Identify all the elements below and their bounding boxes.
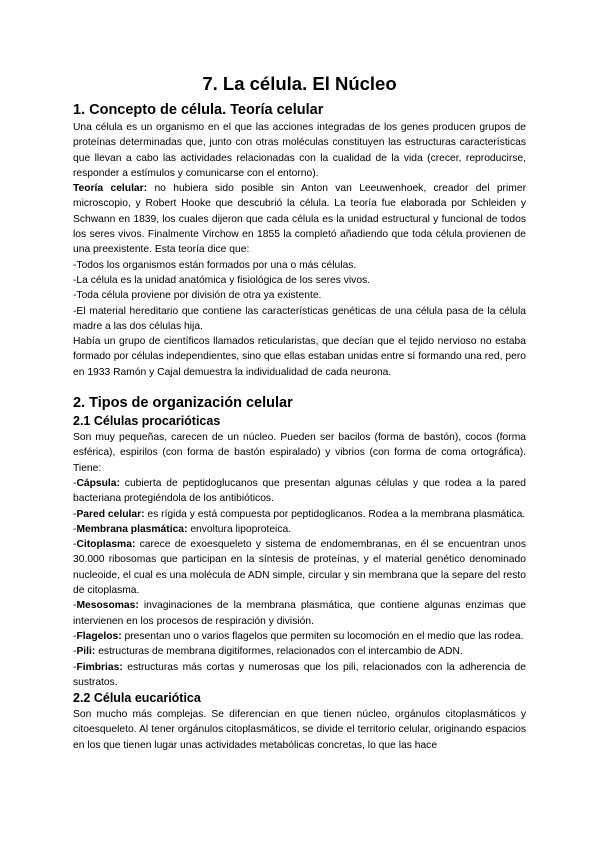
prokaryote-item: -Mesosomas: invaginaciones de la membrana plasmática, que contiene algunas enzimas que intervienen en los procesos de respiración y división. [73, 600, 526, 627]
prokaryote-item: -Pili: estructuras de membrana digitiformes, relacionados con el intercambio de ADN. [73, 646, 463, 658]
prokaryote-item: -Fimbrias: estructuras más cortas y numerosas que los pili, relacionados con la adherencia de sustratos. [73, 661, 526, 688]
item-text: carece de exoesqueleto y sistema de endomembranas, en él se encuentran unos 30.000 ribosomas que participan en la síntesis de proteínas, y el material genético denominado nucleoide, el cual es una molécula de ADN simple, circular y sin membrana que la separe del resto de citoplasma. [73, 539, 526, 597]
subsection-2-1-heading: 2.1 Células procarióticas [73, 414, 221, 429]
item-label: Fimbrias: [76, 661, 123, 673]
item-label: Citoplasma: [76, 539, 136, 551]
eukaryotic-intro: Son mucho más complejas. Se diferencian en que tienen núcleo, orgánulos citoplasmáticos y citoesqueleto. Al tener orgánulos citoplasmáticos, se divide el territorio celular, originando espacios en los que tienen lugar unas actividades metabólicas concretas, lo que las hace [73, 709, 526, 751]
item-text: es rígida y está compuesta por peptidoglicanos. Rodea a la membrana plasmática. [144, 508, 526, 520]
document-page [73, 72, 526, 753]
theory-point: -Toda célula proviene por división de otra ya existente. [73, 290, 322, 302]
subsection-2-2-heading: 2.2 Célula eucariótica [73, 691, 201, 706]
item-label: Mesosomas: [76, 600, 139, 612]
theory-point: -El material hereditario que contiene las características genéticas de una célula pasa de la célula madre a las dos células hija. [73, 305, 526, 332]
item-label: Pared celular: [76, 508, 145, 520]
page-title: 7. La célula. El Núcleo [202, 73, 397, 94]
theory-point: -La célula es la unidad anatómica y fisiológica de los seres vivos. [73, 274, 371, 286]
item-label: Flagelos: [76, 630, 122, 642]
prokaryote-item: -Citoplasma: carece de exoesqueleto y sistema de endomembranas, en él se encuentran unos 30.000 ribosomas que participan en la síntesis de proteínas, y el material genético denominado nucleoide, el cual es una molécula de ADN simple, circular y sin membrana que la separe del resto de citoplasma. [73, 539, 526, 597]
prokaryote-item: -Membrana plasmática: envoltura lipoproteica. [73, 523, 292, 535]
reticularists-paragraph: Había un grupo de científicos llamados reticularistas, que decían que el tejido nervioso no estaba formado por células independientes, sino que ellas estaban unidas entre sí formando una red, pero en 1933 Ramón y Cajal demuestra la individualidad de cada neurona. [73, 336, 526, 378]
item-label: Cápsula: [76, 477, 120, 489]
cell-theory-label: Teoría celular: [73, 183, 148, 195]
section-1-heading: 1. Concepto de célula. Teoría celular [73, 102, 324, 118]
item-text: cubierta de peptidoglucanos que presentan algunas células y que rodea a la pared bacteriana protegiéndola de los antibióticos. [73, 477, 526, 505]
cell-definition-paragraph: Una célula es un organismo en el que las acciones integradas de los genes producen grupos de proteínas determinadas que, junto con otras moléculas constituyen las estructuras características que llevan a cabo las actividades relacionadas con la cualidad de la vida (crecer, reproducirse, responder a estímulos y comunicarse con el entorno). [73, 122, 526, 179]
item-text: estructuras más cortas y numerosas que los pili, relacionados con la adherencia de sustratos. [73, 661, 526, 688]
theory-point: -Todos los organismos están formados por una o más células. [73, 259, 357, 271]
section-gap [73, 380, 526, 393]
section-2-heading: 2. Tipos de organización celular [73, 395, 293, 412]
item-label: Membrana plasmática: [76, 523, 188, 535]
item-text: invaginaciones de la membrana plasmática, que contiene algunas enzimas que intervienen en los procesos de respiración y división. [73, 600, 526, 627]
item-text: estructuras de membrana digitiformes, relacionados con el intercambio de ADN. [95, 646, 463, 658]
prokaryote-item: -Cápsula: cubierta de peptidoglucanos que presentan algunas células y que rodea a la pared bacteriana protegiéndola de los antibióticos. [73, 477, 526, 505]
prokaryote-item: -Flagelos: presentan uno o varios flagelos que permiten su locomoción en el medio que las rodea. [73, 630, 524, 642]
cell-theory-paragraph [73, 181, 526, 257]
cell-theory-text: no hubiera sido posible sin Anton van Leeuwenhoek, creador del primer microscopio, y Robert Hooke que descubrió la célula. La teoría fue elaborada por Schleiden y Schwann en 1839, los cuales dijeron que cada célula es la unidad estructural y funcional de todos los seres vivos. Finalmente Virchow en 1855 la completó añadiendo que toda célula provienen de una preexistente. Esta teoría dice que: [73, 183, 527, 256]
prokaryotic-intro: Son muy pequeñas, carecen de un núcleo. Pueden ser bacilos (forma de bastón), cocos (forma esférica), espirilos (con forma de bastón espiralado) y vibrios (con forma de coma ortográfica). Tiene: [73, 432, 526, 474]
prokaryote-item: -Pared celular: es rígida y está compuesta por peptidoglicanos. Rodea a la membrana plasmática. [73, 508, 526, 520]
item-text: envoltura lipoproteica. [187, 523, 292, 535]
item-label: Pili: [76, 646, 96, 658]
item-text: presentan uno o varios flagelos que permiten su locomoción en el medio que las rodea. [121, 630, 524, 642]
